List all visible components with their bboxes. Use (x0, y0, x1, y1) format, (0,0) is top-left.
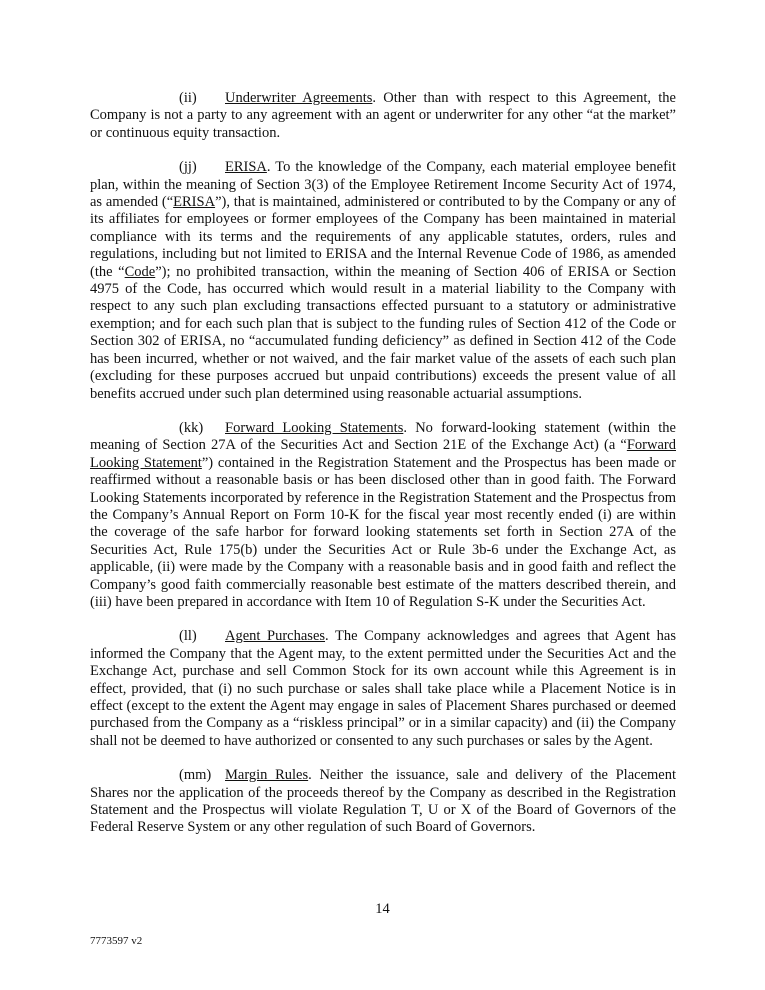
section-text: ”); no prohibited transaction, within the meaning of Section 406 of ERISA or Section 4975 of the Code, has occurred which would result in a material liability to the Company with respect to any such plan excluding transactions effected pursuant to a statutory or administrative exemption; and for each such plan that is subject to the funding rules of Section 412 of the Code or Section 302 of ERISA, no “accumulated funding deficiency” as defined in Section 412 of the Code has been incurred, whether or not waived, and the fair market value of the assets of each such plan (excluding for these purposes accrued but unpaid contributions) exceeds the present value of all benefits accrued under such plan determined using reasonable actuarial assumptions. (90, 263, 676, 402)
section-ii (90, 90, 676, 142)
section-text: . The Company acknowledges and agrees that Agent has informed the Company that the Agent may, to the extent permitted under the Securities Act and the Exchange Act, purchase and sell Common Stock for its own account while this Agreement is in effect, provided, that (i) no such purchase or sales shall take place while a Placement Notice is in effect (except to the extent the Agent may engage in sales of Placement Shares purchased or deemed purchased from the Company as a “riskless principal” or in a similar capacity) and (ii) the Company shall not be deemed to have authorized or consented to any such purchases or sales by the Agent. (90, 628, 676, 749)
defined-term: ERISA (173, 194, 216, 211)
section-title: ERISA (225, 159, 267, 176)
section-number: (ll) (179, 628, 197, 645)
section-text: ”), that is maintained, administered or contributed to by the Company or any of its affiliates for employees or former employees of the Company has been maintained in material compliance with its terms and the requirements of any applicable statutes, orders, rules and regulations, including but not limited to ERISA and the Internal Revenue Code of 1986, as amended (the “ (90, 194, 676, 280)
section-jj (90, 159, 676, 403)
defined-term: Code (124, 263, 156, 280)
section-number: (jj) (179, 159, 197, 176)
defined-term: Forward Looking Statement (90, 437, 676, 471)
section-text: . No forward-looking statement (within the meaning of Section 27A of the Securities Act and Section 21E of the Exchange Act) (a “ (90, 419, 676, 454)
page-number: 14 (375, 901, 390, 917)
section-kk (90, 420, 676, 611)
section-number: (kk) (179, 419, 204, 436)
section-text: . To the knowledge of the Company, each material employee benefit plan, within the meaning of Section 3(3) of the Employee Retirement Income Security Act of 1974, as amended (“ (90, 159, 676, 211)
section-mm (90, 767, 676, 837)
section-ll (90, 628, 676, 750)
section-text: . Other than with respect to this Agreement, the Company is not a party to any agreement with an agent or underwriter for any other “at the market” or continuous equity transaction. (90, 90, 676, 141)
section-title: Agent Purchases (225, 628, 326, 645)
section-title: Underwriter Agreements (225, 90, 373, 106)
section-text: ”) contained in the Registration Statement and the Prospectus has been made or reaffirmed without a reasonable basis or has been disclosed other than in good faith. The Forward Looking Statements incorporated by reference in the Registration Statement and the Prospectus from the Company’s Annual Report on Form 10-K for the fiscal year most recently ended (i) are within the coverage of the safe harbor for forward looking statements set forth in Section 27A of the Securities Act, Rule 175(b) under the Securities Act or Rule 3b-6 under the Exchange Act, as applicable, (ii) were made by the Company with a reasonable basis and in good faith and reflect the Company’s good faith commercially reasonable best estimate of the matters described therein, and (iii) have been prepared in accordance with Item 10 of Regulation S-K under the Securities Act. (90, 454, 676, 610)
document-id: 7773597 v2 (90, 935, 143, 947)
section-number: (ii) (179, 90, 197, 106)
section-text: . Neither the issuance, sale and delivery of the Placement Shares nor the application of the proceeds thereof by the Company as described in the Registration Statement and the Prospectus will violate Regulation T, U or X of the Board of Governors of the Federal Reserve System or any other regulation of such Board of Governors. (90, 767, 676, 836)
document-body (90, 90, 676, 854)
section-title: Margin Rules (225, 767, 309, 784)
section-number: (mm) (179, 767, 212, 784)
section-title: Forward Looking Statements (225, 419, 404, 436)
